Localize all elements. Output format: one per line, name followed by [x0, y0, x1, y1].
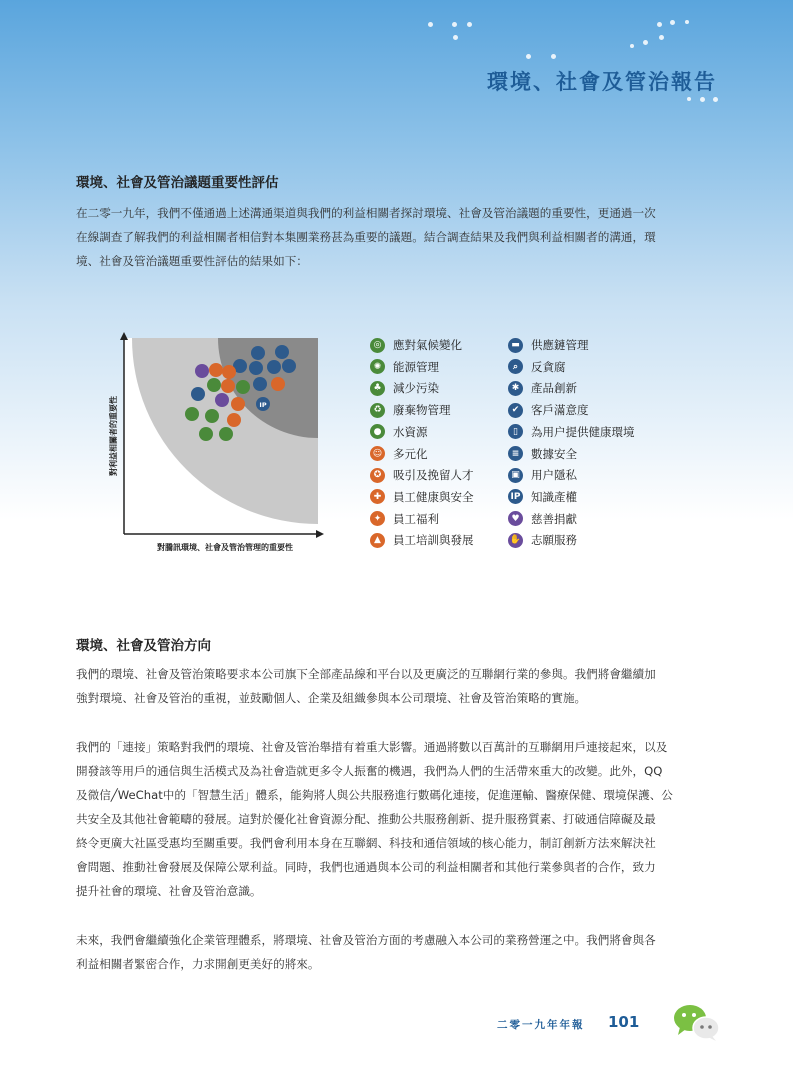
- legend-item: [370, 378, 439, 398]
- legend-label: 水資源: [393, 424, 428, 439]
- phone-icon: ▯: [508, 424, 523, 439]
- issue-dot-database: [275, 345, 289, 359]
- legend-item: [370, 509, 439, 529]
- bulb-icon: ✺: [370, 359, 385, 374]
- globe-icon: ◎: [370, 338, 385, 353]
- text-line: 在二零一九年，我們不僅通過上述溝通渠道與我們的利益相關者探討環境、社會及管治議題的重要性，更通過一次: [76, 206, 656, 220]
- direction-paragraph-1: [76, 662, 718, 710]
- direction-heading: 環境、社會及管治方向: [76, 638, 211, 654]
- raised-hand-icon: ✋: [508, 533, 523, 548]
- legend-label: 員工培訓與發展: [393, 533, 474, 548]
- text-line: 終令更廣大社區受惠均至關重要。我們會利用本身在互聯網、科技和通信領域的核心能力，制訂創新方法來解決社: [76, 836, 656, 850]
- legend-label: 廢棄物管理: [393, 403, 451, 418]
- talent-icon: ✪: [370, 468, 385, 483]
- issue-dot-factory: [185, 407, 199, 421]
- legend-item: [508, 509, 577, 529]
- text-line: 境、社會及管治議題重要性評估的結果如下：: [76, 254, 308, 268]
- issue-dot-thumbs: [253, 377, 267, 391]
- benefit-icon: ✦: [370, 511, 385, 526]
- legend-item: [508, 422, 635, 442]
- idea-icon: ✱: [508, 381, 523, 396]
- legend-label: 為用户提供健康環境: [531, 424, 635, 439]
- text-line: 利益相關者緊密合作，力求開創更美好的將來。: [76, 957, 320, 971]
- truck-icon: ▬: [508, 338, 523, 353]
- issue-dot-bulb: [205, 409, 219, 423]
- issue-dot-recycle-2: [219, 427, 233, 441]
- legend-label: 能源管理: [393, 359, 439, 374]
- direction-paragraph-2: [76, 735, 718, 903]
- wechat-logo-icon: [672, 1002, 720, 1042]
- text-line: 及微信╱WeChat中的「智慧生活」體系，能夠將人與公共服務進行數碼化連接，促進運輸、醫療保健、環境保護、公: [76, 788, 673, 802]
- heart-hands-icon: ♥: [508, 511, 523, 526]
- issue-dot-training: [221, 379, 235, 393]
- issue-dot-id-card: [267, 360, 281, 374]
- issue-dot-phone: [251, 346, 265, 360]
- thumbs-up-icon: ✔: [508, 403, 523, 418]
- legend-item: [508, 357, 566, 377]
- legend-label: 產品創新: [531, 381, 577, 396]
- page-number: 101: [608, 1013, 640, 1031]
- text-line: 強對環境、社會及管治的重視，並鼓勵個人、企業及組織參與本公司環境、社會及管治策略的實施。: [76, 691, 587, 705]
- direction-paragraph-3: [76, 928, 718, 976]
- legend-item: [370, 357, 439, 377]
- text-line: 共安全及其他社會範疇的發展。這對於優化社會資源分配、推動公共服務創新、提升服務質素、打破通信障礙及最: [76, 812, 656, 826]
- legend-label: 數據安全: [531, 446, 577, 461]
- database-icon: ≡: [508, 446, 523, 461]
- legend-item: [508, 465, 577, 485]
- text-line: 會問題、推動社會發展及保障公眾利益。同時，我們也通過與本公司的利益相關者和其他行業參與者的合作，致力: [76, 860, 656, 874]
- text-line: 未來，我們會繼續強化企業管理體系，將環境、社會及管治方面的考慮融入本公司的業務營運之中。我們將會與各: [76, 933, 656, 947]
- issue-dot-water: [199, 427, 213, 441]
- legend-label: 反貪腐: [531, 359, 566, 374]
- issue-dot-benefit: [222, 365, 236, 379]
- legend-item: [508, 378, 577, 398]
- factory-icon: ♣: [370, 381, 385, 396]
- magnifier-icon: ⌕: [508, 359, 523, 374]
- legend-item: [508, 530, 577, 550]
- issue-dot-truck-2: [191, 387, 205, 401]
- id-card-icon: ▣: [508, 468, 523, 483]
- legend-item: [508, 335, 589, 355]
- legend-item: [370, 530, 474, 550]
- text-line: 在線調查了解我們的利益相關者相信對本集團業務甚為重要的議題。結合調查結果及我們與利益相關者的溝通，環: [76, 230, 656, 244]
- legend-label: 應對氣候變化: [393, 338, 462, 352]
- legend-item: [370, 335, 462, 355]
- issue-dot-idea: [282, 359, 296, 373]
- issue-dot-magnifier: [249, 361, 263, 375]
- people-icon: ☺: [370, 446, 385, 461]
- svg-text:IP: IP: [259, 401, 267, 409]
- legend-label: 供應鏈管理: [531, 338, 589, 352]
- issue-dot-raised-hand: [195, 364, 209, 378]
- y-axis-label: 對利益相關者的重要性: [109, 396, 118, 476]
- text-line: 提升社會的環境、社會及管治意識。: [76, 884, 262, 898]
- issue-dot-recycle: [207, 378, 221, 392]
- training-cap-icon: ▲: [370, 533, 385, 548]
- issue-dot-medical: [209, 363, 223, 377]
- issue-dot-globe: [236, 380, 250, 394]
- x-axis-label: 對騰訊環境、社會及管治管理的重要性: [157, 543, 293, 552]
- legend-item: [370, 422, 428, 442]
- legend-item: [508, 487, 577, 507]
- footer-report-name: 二零一九年年報: [497, 1019, 585, 1031]
- report-section-title: 環境、社會及管治報告: [487, 70, 717, 94]
- materiality-heading: 環境、社會及管治議題重要性評估: [76, 175, 279, 191]
- legend-label: 員工健康與安全: [393, 489, 474, 504]
- ip-icon: IP: [508, 489, 523, 504]
- legend-label: 減少污染: [393, 381, 439, 396]
- legend-label: 慈善捐獻: [531, 511, 577, 526]
- medical-icon: ✚: [370, 489, 385, 504]
- issue-dot-heart: [215, 393, 229, 407]
- legend-item: [370, 487, 474, 507]
- issue-dot-people: [231, 397, 245, 411]
- legend-label: 用户隱私: [531, 468, 577, 483]
- issue-dot-talent: [271, 377, 285, 391]
- text-line: 開發該等用戶的通信與生活模式及為社會造就更多令人振奮的機遇，我們為人們的生活帶來重大的改變。此外，QQ: [76, 764, 663, 778]
- legend-label: 吸引及挽留人才: [393, 468, 474, 483]
- y-axis-arrow: [120, 332, 128, 340]
- materiality-paragraph: [76, 201, 718, 273]
- legend-label: 員工福利: [393, 511, 439, 526]
- water-drop-icon: ●: [370, 424, 385, 439]
- legend-item: [370, 444, 428, 464]
- legend-label: 客戶滿意度: [531, 403, 589, 418]
- materiality-matrix: [98, 328, 338, 558]
- legend-label: 多元化: [393, 446, 428, 461]
- x-axis-arrow: [316, 530, 324, 538]
- legend-item: [508, 444, 577, 464]
- text-line: 我們的「連接」策略對我們的環境、社會及管治舉措有着重大影響。通過將數以百萬計的互聯網用戶連接起來，以及: [76, 740, 668, 754]
- legend-item: [508, 400, 589, 420]
- legend-item: [370, 400, 451, 420]
- legend-item: [370, 465, 474, 485]
- recycle-icon: ♻: [370, 403, 385, 418]
- legend-label: 志願服務: [531, 533, 577, 548]
- text-line: 我們的環境、社會及管治策略要求本公司旗下全部產品線和平台以及更廣泛的互聯網行業的參與。我們將會繼續加: [76, 667, 656, 681]
- issue-dot-people-2: [227, 413, 241, 427]
- legend-label: 知識產權: [531, 489, 577, 504]
